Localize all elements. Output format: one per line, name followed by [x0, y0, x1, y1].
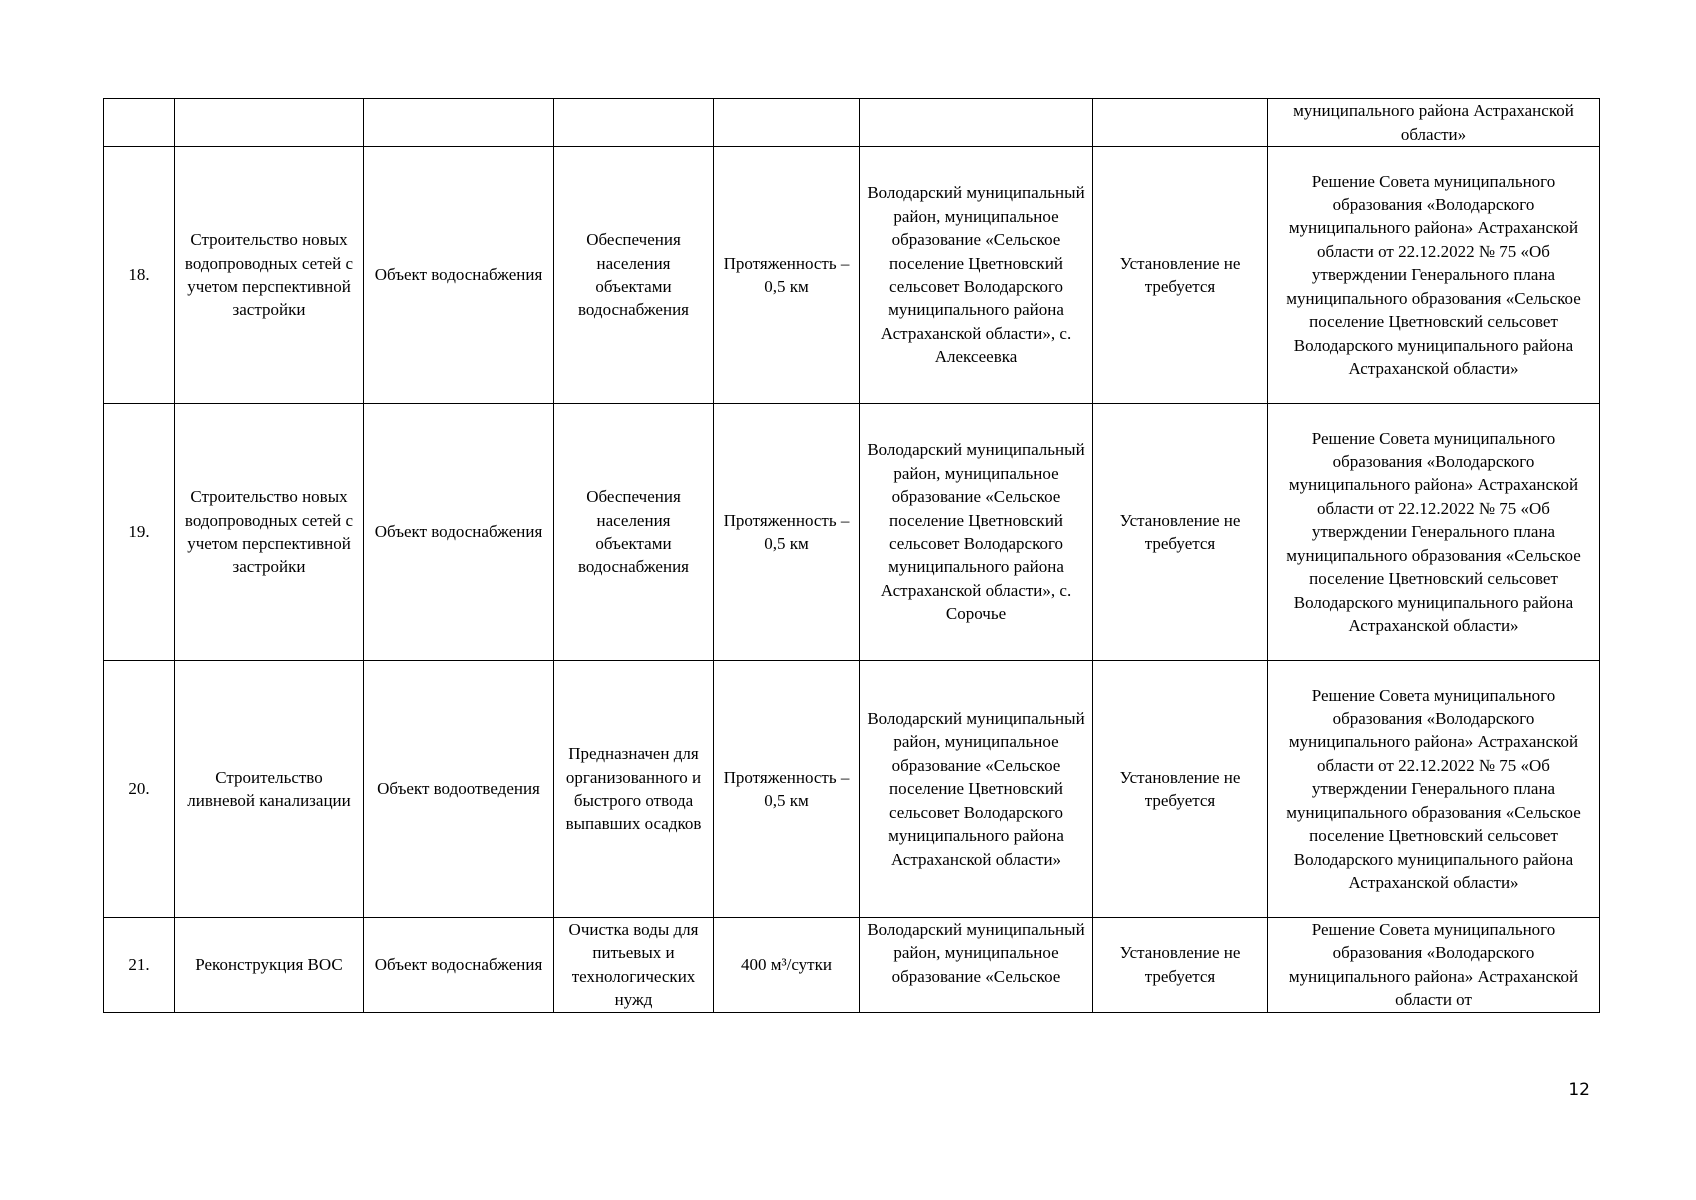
- cell-document: Решение Совета муниципального образования «Володарского муниципального района» Астраханской области от 22.12.2022 № 75 «Об утверждении Генерального плана муниципального образования «Сельское поселение Цветновский сельсовет Володарского муниципального района Астраханской области»: [1268, 404, 1600, 661]
- cell-name: Строительство новых водопроводных сетей с учетом перспективной застройки: [175, 404, 364, 661]
- table-row: [104, 404, 1600, 661]
- cell-num: 20.: [104, 661, 175, 918]
- cell-characteristic: Протяженность –0,5 км: [714, 404, 860, 661]
- cell-num: 18.: [104, 147, 175, 404]
- cell-zone: [1093, 99, 1268, 147]
- cell-purpose: Обеспечения населения объектами водоснабжения: [554, 404, 714, 661]
- cell-num: 19.: [104, 404, 175, 661]
- table-row: [104, 661, 1600, 918]
- cell-name: [175, 99, 364, 147]
- cell-characteristic: Протяженность –0,5 км: [714, 147, 860, 404]
- cell-purpose: Обеспечения населения объектами водоснабжения: [554, 147, 714, 404]
- cell-document: Решение Совета муниципального образования «Володарского муниципального района» Астраханской области от: [1268, 918, 1600, 1013]
- table-row: [104, 918, 1600, 1013]
- table-row: [104, 147, 1600, 404]
- cell-zone: Установление не требуется: [1093, 918, 1268, 1013]
- cell-location: [860, 99, 1093, 147]
- cell-zone: Установление не требуется: [1093, 147, 1268, 404]
- table-row-continued: [104, 99, 1600, 147]
- cell-characteristic: Протяженность –0,5 км: [714, 661, 860, 918]
- cell-purpose: Предназначен для организованного и быстрого отвода выпавших осадков: [554, 661, 714, 918]
- cell-name: Реконструкция ВОС: [175, 918, 364, 1013]
- cell-type: Объект водоотведения: [364, 661, 554, 918]
- cell-document: муниципального района Астраханской области»: [1268, 99, 1600, 147]
- cell-location: Володарский муниципальный район, муниципальное образование «Сельское поселение Цветновский сельсовет Володарского муниципального района Астраханской области», с. Алексеевка: [860, 147, 1093, 404]
- cell-zone: Установление не требуется: [1093, 661, 1268, 918]
- cell-document: Решение Совета муниципального образования «Володарского муниципального района» Астраханской области от 22.12.2022 № 75 «Об утверждении Генерального плана муниципального образования «Сельское поселение Цветновский сельсовет Володарского муниципального района Астраханской области»: [1268, 661, 1600, 918]
- cell-document: Решение Совета муниципального образования «Володарского муниципального района» Астраханской области от 22.12.2022 № 75 «Об утверждении Генерального плана муниципального образования «Сельское поселение Цветновский сельсовет Володарского муниципального района Астраханской области»: [1268, 147, 1600, 404]
- cell-purpose: Очистка воды для питьевых и технологических нужд: [554, 918, 714, 1013]
- cell-location: Володарский муниципальный район, муниципальное образование «Сельское поселение Цветновский сельсовет Володарского муниципального района Астраханской области», с. Сорочье: [860, 404, 1093, 661]
- cell-num: 21.: [104, 918, 175, 1013]
- objects-table: [103, 98, 1600, 1013]
- cell-num: [104, 99, 175, 147]
- cell-location: Володарский муниципальный район, муниципальное образование «Сельское поселение Цветновский сельсовет Володарского муниципального района Астраханской области»: [860, 661, 1093, 918]
- cell-type: Объект водоснабжения: [364, 147, 554, 404]
- cell-purpose: [554, 99, 714, 147]
- cell-zone: Установление не требуется: [1093, 404, 1268, 661]
- page-number: 12: [1568, 1080, 1590, 1100]
- cell-type: Объект водоснабжения: [364, 404, 554, 661]
- cell-name: Строительство ливневой канализации: [175, 661, 364, 918]
- cell-type: [364, 99, 554, 147]
- cell-characteristic: 400 м³/сутки: [714, 918, 860, 1013]
- cell-type: Объект водоснабжения: [364, 918, 554, 1013]
- cell-characteristic: [714, 99, 860, 147]
- cell-name: Строительство новых водопроводных сетей с учетом перспективной застройки: [175, 147, 364, 404]
- cell-location: Володарский муниципальный район, муниципальное образование «Сельское: [860, 918, 1093, 1013]
